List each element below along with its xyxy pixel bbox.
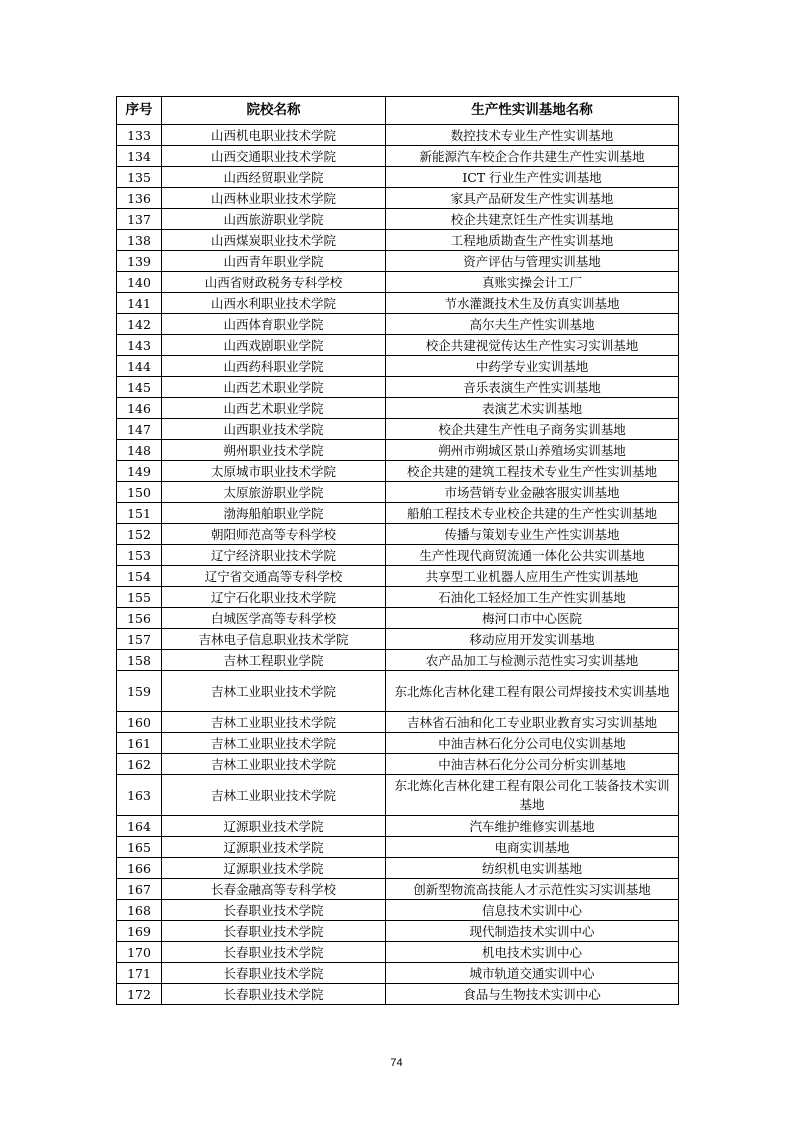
cell-base: 移动应用开发实训基地 [386, 629, 679, 650]
table-row [117, 482, 679, 503]
table-header-row [117, 97, 679, 125]
header-school: 院校名称 [162, 97, 386, 125]
cell-school: 山西经贸职业学院 [162, 167, 386, 188]
cell-base: 吉林省石油和化工专业职业教育实习实训基地 [386, 712, 679, 733]
cell-base: 东北炼化吉林化建工程有限公司焊接技术实训基地 [386, 671, 679, 712]
cell-school: 山西职业技术学院 [162, 419, 386, 440]
cell-no: 134 [117, 146, 162, 167]
table-row [117, 566, 679, 587]
cell-base: 中油吉林石化分公司电仪实训基地 [386, 733, 679, 754]
table-row [117, 230, 679, 251]
cell-no: 146 [117, 398, 162, 419]
cell-base: 创新型物流高技能人才示范性实习实训基地 [386, 879, 679, 900]
cell-base: 朔州市朔城区景山养殖场实训基地 [386, 440, 679, 461]
cell-school: 辽源职业技术学院 [162, 816, 386, 837]
table-row [117, 440, 679, 461]
cell-no: 143 [117, 335, 162, 356]
table-row [117, 608, 679, 629]
cell-school: 辽宁省交通高等专科学校 [162, 566, 386, 587]
cell-school: 山西交通职业技术学院 [162, 146, 386, 167]
table-row [117, 419, 679, 440]
cell-school: 长春职业技术学院 [162, 942, 386, 963]
cell-no: 160 [117, 712, 162, 733]
cell-school: 吉林工业职业技术学院 [162, 754, 386, 775]
cell-school: 渤海船舶职业学院 [162, 503, 386, 524]
cell-base: 家具产品研发生产性实训基地 [386, 188, 679, 209]
cell-base: 电商实训基地 [386, 837, 679, 858]
cell-no: 137 [117, 209, 162, 230]
cell-school: 朝阳师范高等专科学校 [162, 524, 386, 545]
cell-no: 149 [117, 461, 162, 482]
table-row [117, 125, 679, 146]
table-row [117, 293, 679, 314]
table-row [117, 398, 679, 419]
cell-no: 141 [117, 293, 162, 314]
cell-school: 山西青年职业学院 [162, 251, 386, 272]
cell-base: 机电技术实训中心 [386, 942, 679, 963]
cell-no: 144 [117, 356, 162, 377]
cell-no: 165 [117, 837, 162, 858]
header-no: 序号 [117, 97, 162, 125]
cell-school: 长春职业技术学院 [162, 963, 386, 984]
cell-school: 山西艺术职业学院 [162, 398, 386, 419]
table-row [117, 335, 679, 356]
table-row [117, 314, 679, 335]
cell-school: 山西省财政税务专科学校 [162, 272, 386, 293]
cell-school: 山西艺术职业学院 [162, 377, 386, 398]
cell-school: 山西水利职业技术学院 [162, 293, 386, 314]
cell-no: 154 [117, 566, 162, 587]
cell-base: ICT 行业生产性实训基地 [386, 167, 679, 188]
cell-base: 农产品加工与检测示范性实习实训基地 [386, 650, 679, 671]
cell-no: 150 [117, 482, 162, 503]
cell-base: 表演艺术实训基地 [386, 398, 679, 419]
table-row [117, 209, 679, 230]
table-row [117, 712, 679, 733]
cell-base: 校企共建的建筑工程技术专业生产性实训基地 [386, 461, 679, 482]
table-row [117, 733, 679, 754]
table-row [117, 775, 679, 816]
cell-base: 校企共建烹饪生产性实训基地 [386, 209, 679, 230]
cell-base: 数控技术专业生产性实训基地 [386, 125, 679, 146]
cell-base: 船舶工程技术专业校企共建的生产性实训基地 [386, 503, 679, 524]
cell-no: 139 [117, 251, 162, 272]
cell-no: 136 [117, 188, 162, 209]
cell-base: 音乐表演生产性实训基地 [386, 377, 679, 398]
page-number: 74 [390, 1057, 403, 1069]
table-row [117, 545, 679, 566]
cell-school: 辽源职业技术学院 [162, 837, 386, 858]
training-base-table [116, 96, 679, 1005]
cell-no: 151 [117, 503, 162, 524]
cell-school: 山西煤炭职业技术学院 [162, 230, 386, 251]
cell-school: 辽宁石化职业技术学院 [162, 587, 386, 608]
table-row [117, 461, 679, 482]
table-row [117, 524, 679, 545]
table-row [117, 816, 679, 837]
cell-base: 信息技术实训中心 [386, 900, 679, 921]
cell-base: 中药学专业实训基地 [386, 356, 679, 377]
cell-no: 133 [117, 125, 162, 146]
cell-school: 吉林工程职业学院 [162, 650, 386, 671]
table-row [117, 858, 679, 879]
table-row [117, 942, 679, 963]
cell-base: 工程地质勘查生产性实训基地 [386, 230, 679, 251]
cell-school: 辽源职业技术学院 [162, 858, 386, 879]
table-row [117, 356, 679, 377]
cell-no: 135 [117, 167, 162, 188]
cell-base: 生产性现代商贸流通一体化公共实训基地 [386, 545, 679, 566]
cell-school: 长春职业技术学院 [162, 900, 386, 921]
cell-school: 山西药科职业学院 [162, 356, 386, 377]
cell-no: 172 [117, 984, 162, 1005]
table-row [117, 754, 679, 775]
cell-school: 白城医学高等专科学校 [162, 608, 386, 629]
cell-base: 节水灌溉技术生及仿真实训基地 [386, 293, 679, 314]
cell-base: 食品与生物技术实训中心 [386, 984, 679, 1005]
cell-base: 中油吉林石化分公司分析实训基地 [386, 754, 679, 775]
cell-no: 155 [117, 587, 162, 608]
cell-no: 157 [117, 629, 162, 650]
cell-no: 170 [117, 942, 162, 963]
table-row [117, 272, 679, 293]
cell-school: 太原城市职业技术学院 [162, 461, 386, 482]
table-row [117, 146, 679, 167]
cell-no: 168 [117, 900, 162, 921]
cell-school: 山西戏剧职业学院 [162, 335, 386, 356]
table-row [117, 188, 679, 209]
cell-school: 山西旅游职业学院 [162, 209, 386, 230]
table-row [117, 377, 679, 398]
cell-school: 太原旅游职业学院 [162, 482, 386, 503]
cell-school: 山西体育职业学院 [162, 314, 386, 335]
cell-base: 高尔夫生产性实训基地 [386, 314, 679, 335]
cell-no: 138 [117, 230, 162, 251]
cell-no: 171 [117, 963, 162, 984]
cell-base: 石油化工轻烃加工生产性实训基地 [386, 587, 679, 608]
table-row [117, 167, 679, 188]
cell-base: 梅河口市中心医院 [386, 608, 679, 629]
cell-no: 148 [117, 440, 162, 461]
table-row [117, 503, 679, 524]
cell-school: 长春金融高等专科学校 [162, 879, 386, 900]
cell-base: 传播与策划专业生产性实训基地 [386, 524, 679, 545]
cell-no: 145 [117, 377, 162, 398]
table-row [117, 963, 679, 984]
table-row [117, 837, 679, 858]
cell-base: 汽车维护维修实训基地 [386, 816, 679, 837]
table-row [117, 671, 679, 712]
cell-no: 159 [117, 671, 162, 712]
cell-school: 吉林工业职业技术学院 [162, 671, 386, 712]
cell-base: 校企共建生产性电子商务实训基地 [386, 419, 679, 440]
cell-no: 166 [117, 858, 162, 879]
cell-no: 142 [117, 314, 162, 335]
cell-base: 城市轨道交通实训中心 [386, 963, 679, 984]
cell-no: 152 [117, 524, 162, 545]
cell-school: 吉林工业职业技术学院 [162, 775, 386, 816]
cell-school: 山西机电职业技术学院 [162, 125, 386, 146]
cell-no: 140 [117, 272, 162, 293]
table-row [117, 629, 679, 650]
table-row [117, 251, 679, 272]
cell-school: 吉林工业职业技术学院 [162, 733, 386, 754]
cell-no: 153 [117, 545, 162, 566]
cell-no: 162 [117, 754, 162, 775]
table-row [117, 879, 679, 900]
cell-base: 共享型工业机器人应用生产性实训基地 [386, 566, 679, 587]
cell-base: 现代制造技术实训中心 [386, 921, 679, 942]
table-row [117, 650, 679, 671]
cell-base: 校企共建视觉传达生产性实习实训基地 [386, 335, 679, 356]
cell-base: 新能源汽车校企合作共建生产性实训基地 [386, 146, 679, 167]
cell-no: 147 [117, 419, 162, 440]
cell-school: 长春职业技术学院 [162, 984, 386, 1005]
cell-school: 吉林电子信息职业技术学院 [162, 629, 386, 650]
cell-base: 纺织机电实训基地 [386, 858, 679, 879]
cell-school: 长春职业技术学院 [162, 921, 386, 942]
cell-base: 市场营销专业金融客服实训基地 [386, 482, 679, 503]
table-body [117, 125, 679, 1005]
cell-no: 167 [117, 879, 162, 900]
cell-base: 真账实操会计工厂 [386, 272, 679, 293]
cell-base: 东北炼化吉林化建工程有限公司化工装备技术实训基地 [386, 775, 679, 816]
cell-no: 164 [117, 816, 162, 837]
table-row [117, 587, 679, 608]
table-row [117, 900, 679, 921]
cell-no: 158 [117, 650, 162, 671]
cell-no: 161 [117, 733, 162, 754]
cell-school: 山西林业职业技术学院 [162, 188, 386, 209]
cell-no: 156 [117, 608, 162, 629]
table-row [117, 921, 679, 942]
cell-no: 169 [117, 921, 162, 942]
cell-school: 吉林工业职业技术学院 [162, 712, 386, 733]
cell-no: 163 [117, 775, 162, 816]
cell-school: 辽宁经济职业技术学院 [162, 545, 386, 566]
cell-school: 朔州职业技术学院 [162, 440, 386, 461]
table-row [117, 984, 679, 1005]
header-base: 生产性实训基地名称 [386, 97, 679, 125]
cell-base: 资产评估与管理实训基地 [386, 251, 679, 272]
